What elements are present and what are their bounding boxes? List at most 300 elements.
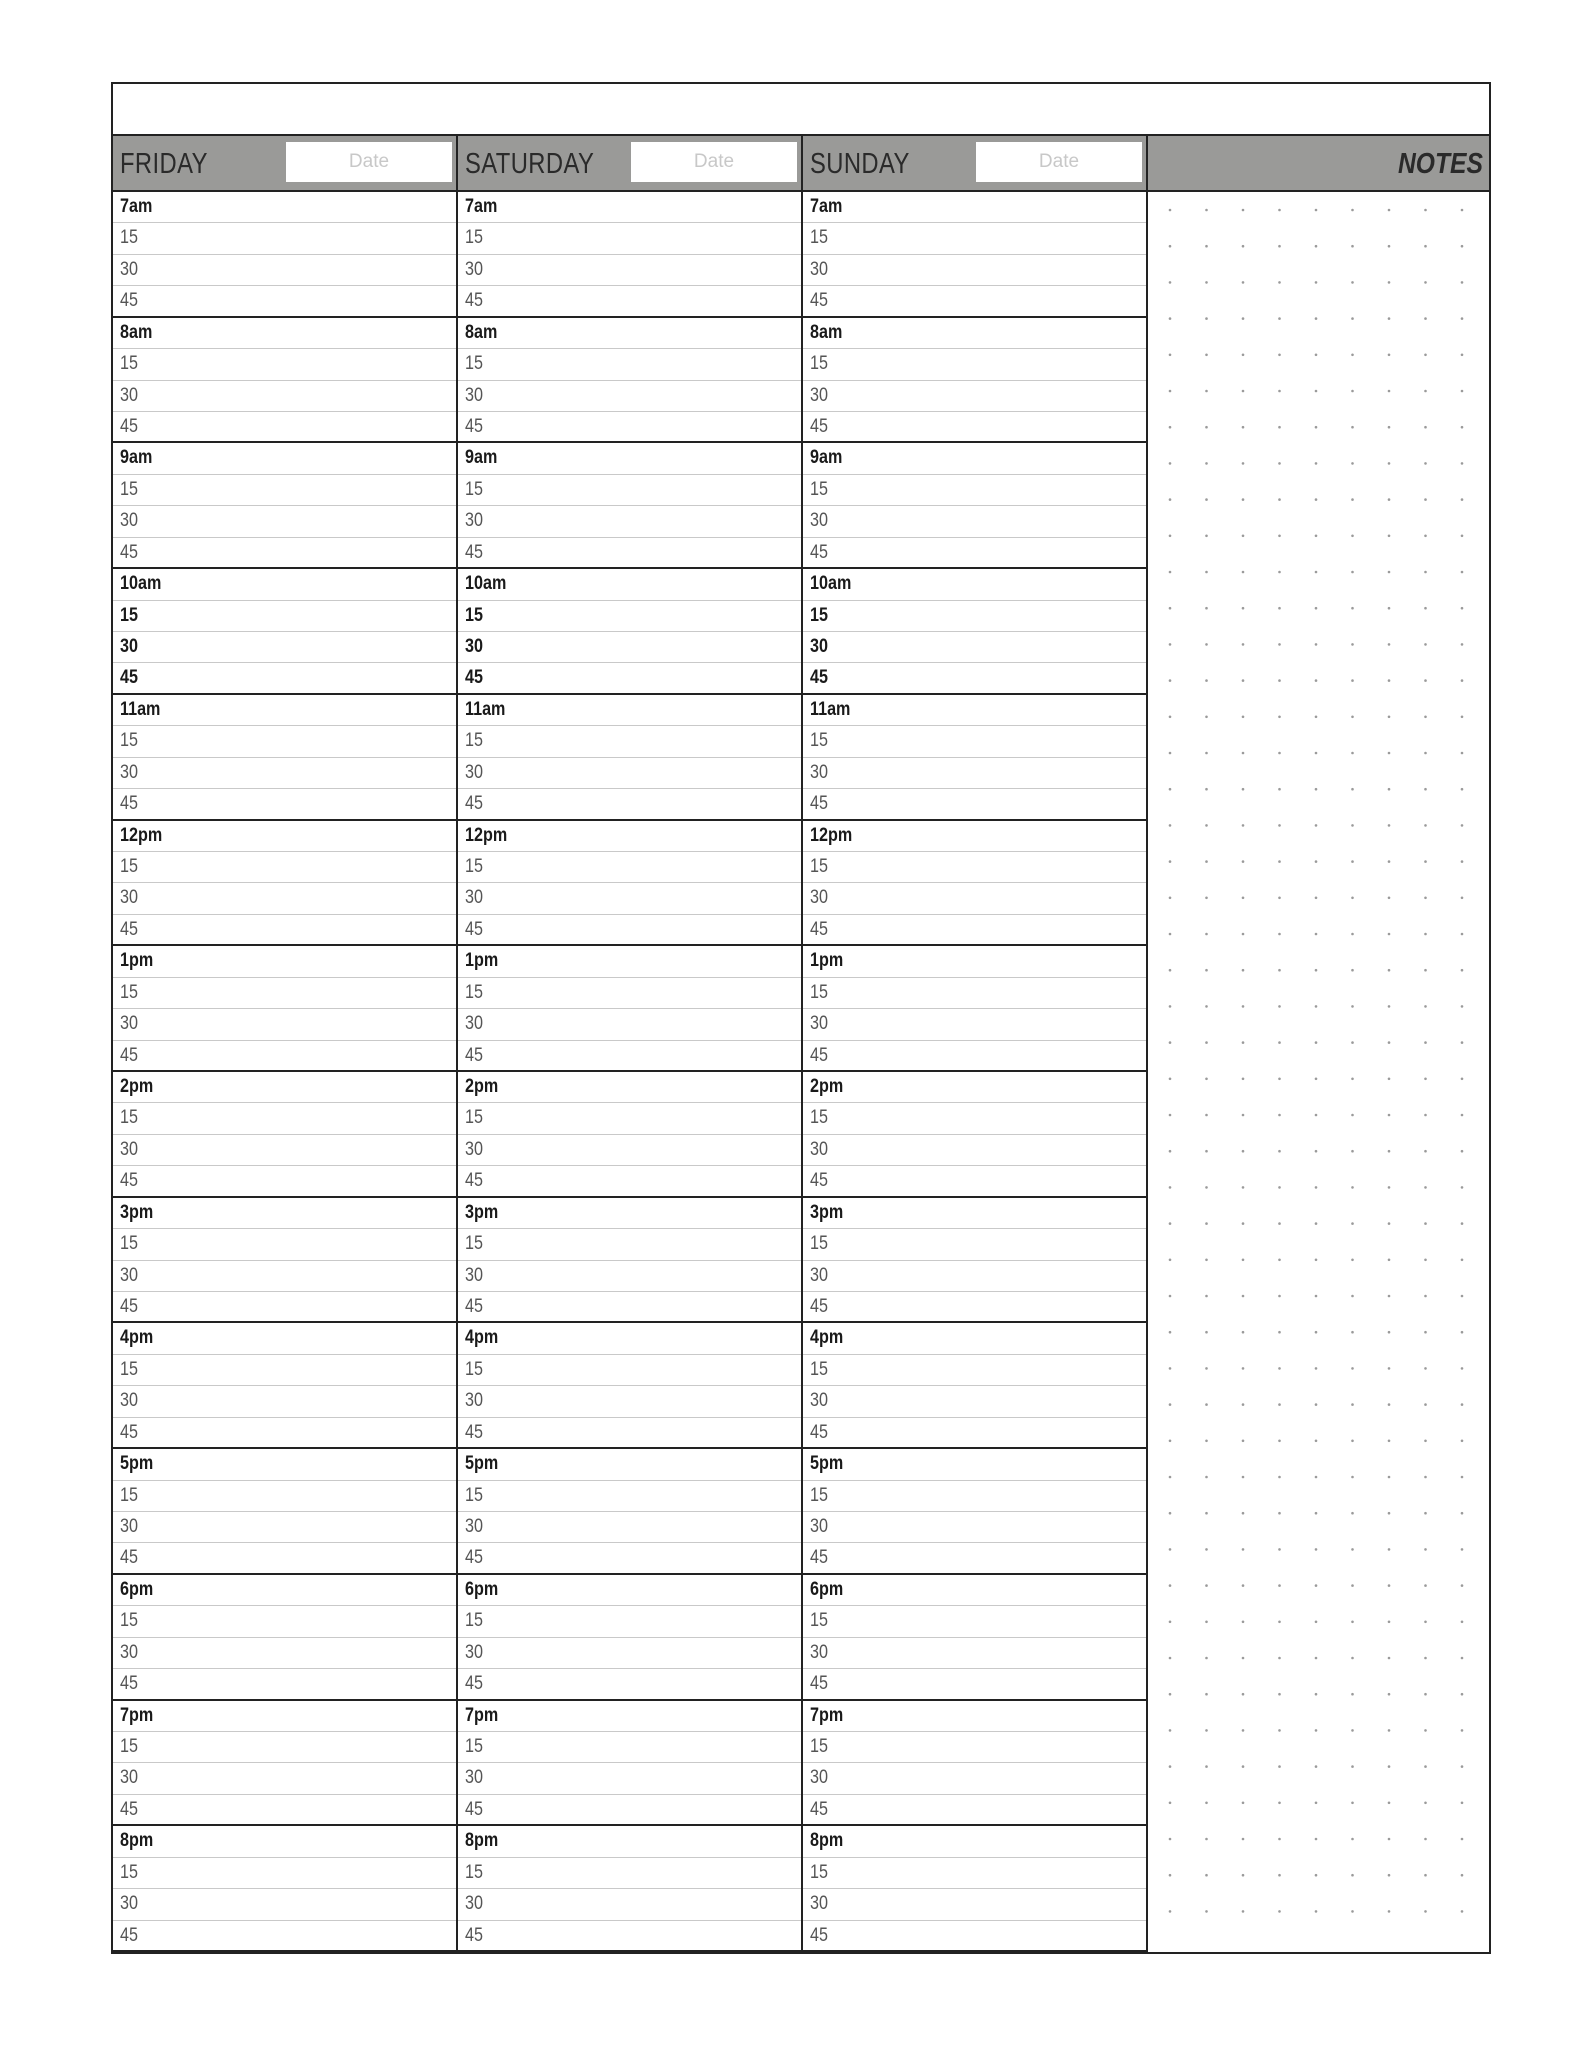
hour-slot[interactable] (113, 1198, 456, 1229)
grid-dot (1315, 1440, 1318, 1443)
quarter-slot[interactable] (458, 1795, 801, 1826)
quarter-label: 30 (465, 1641, 483, 1663)
grid-dot (1461, 933, 1464, 936)
grid-dot (1424, 1440, 1427, 1443)
quarter-slot[interactable] (803, 1481, 1146, 1512)
grid-dot (1278, 897, 1281, 900)
grid-dot (1242, 1476, 1245, 1479)
quarter-slot[interactable] (458, 1921, 801, 1952)
quarter-slot[interactable] (113, 883, 456, 914)
quarter-slot[interactable] (458, 412, 801, 443)
grid-dot (1205, 860, 1208, 863)
grid-dot (1461, 752, 1464, 755)
grid-dot (1315, 897, 1318, 900)
hour-label: 7pm (120, 1704, 154, 1726)
hour-slot[interactable] (458, 1323, 801, 1354)
quarter-label: 45 (810, 1296, 828, 1317)
grid-dot (1424, 1512, 1427, 1515)
quarter-slot[interactable] (458, 1418, 801, 1449)
grid-dot (1388, 1114, 1391, 1117)
grid-dot (1169, 1005, 1172, 1008)
grid-dot (1315, 1222, 1318, 1225)
grid-dot (1424, 643, 1427, 646)
quarter-slot[interactable] (458, 1638, 801, 1669)
quarter-slot[interactable] (803, 1763, 1146, 1794)
quarter-slot[interactable] (458, 1763, 801, 1794)
quarter-slot[interactable] (803, 286, 1146, 317)
quarter-slot[interactable] (458, 286, 801, 317)
quarter-slot[interactable] (113, 1669, 456, 1700)
quarter-slot[interactable] (803, 1732, 1146, 1763)
quarter-label: 15 (120, 478, 138, 500)
quarter-label: 15 (810, 1233, 828, 1255)
quarter-slot[interactable] (113, 1103, 456, 1134)
quarter-slot[interactable] (458, 852, 801, 883)
quarter-slot[interactable] (458, 601, 801, 632)
hour-slot[interactable] (113, 1449, 456, 1480)
quarter-slot[interactable] (113, 1889, 456, 1920)
quarter-slot[interactable] (458, 1669, 801, 1700)
grid-dot (1315, 1186, 1318, 1189)
quarter-slot[interactable] (803, 978, 1146, 1009)
quarter-slot[interactable] (803, 883, 1146, 914)
hour-slot[interactable] (803, 569, 1146, 600)
grid-dot (1461, 1114, 1464, 1117)
grid-dot (1205, 1657, 1208, 1660)
quarter-label: 15 (120, 604, 138, 626)
quarter-slot[interactable] (458, 1386, 801, 1417)
quarter-slot[interactable] (113, 1292, 456, 1323)
quarter-slot[interactable] (803, 349, 1146, 380)
hour-slot[interactable] (113, 443, 456, 474)
quarter-slot[interactable] (113, 1355, 456, 1386)
grid-dot (1351, 571, 1354, 574)
hour-slot[interactable] (458, 1826, 801, 1857)
quarter-slot[interactable] (458, 538, 801, 569)
hour-label: 2pm (810, 1076, 844, 1097)
hour-slot[interactable] (113, 1826, 456, 1857)
quarter-label: 30 (465, 258, 483, 280)
grid-dot (1205, 933, 1208, 936)
quarter-label: 15 (810, 1861, 828, 1883)
grid-dot (1424, 1910, 1427, 1913)
grid-dot (1278, 426, 1281, 429)
quarter-slot[interactable] (803, 1606, 1146, 1637)
hour-slot[interactable] (113, 946, 456, 977)
date-field[interactable]: Date (631, 142, 797, 182)
grid-dot (1351, 1512, 1354, 1515)
hour-slot[interactable] (458, 821, 801, 852)
quarter-label: 15 (120, 981, 138, 1003)
hour-slot[interactable] (458, 569, 801, 600)
quarter-label: 45 (465, 1296, 483, 1317)
grid-dot (1315, 1259, 1318, 1262)
hour-slot[interactable] (803, 192, 1146, 223)
hour-slot[interactable] (458, 1198, 801, 1229)
grid-dot (1315, 1838, 1318, 1841)
quarter-slot[interactable] (803, 1261, 1146, 1292)
hour-slot[interactable] (113, 569, 456, 600)
hour-slot[interactable] (113, 1323, 456, 1354)
grid-dot (1242, 1222, 1245, 1225)
quarter-slot[interactable] (113, 381, 456, 412)
quarter-label: 15 (465, 1736, 483, 1757)
grid-dot (1242, 1367, 1245, 1370)
grid-dot (1315, 1331, 1318, 1334)
hour-slot[interactable] (458, 318, 801, 349)
quarter-slot[interactable] (113, 255, 456, 286)
hour-slot[interactable] (113, 1072, 456, 1103)
quarter-slot[interactable] (458, 883, 801, 914)
hour-slot[interactable] (803, 1826, 1146, 1857)
quarter-slot[interactable] (803, 632, 1146, 663)
quarter-label: 45 (810, 1673, 828, 1695)
quarter-slot[interactable] (113, 538, 456, 569)
hour-slot[interactable] (803, 695, 1146, 726)
quarter-slot[interactable] (458, 1732, 801, 1763)
quarter-slot[interactable] (113, 1921, 456, 1952)
grid-dot (1169, 317, 1172, 320)
grid-dot (1315, 1693, 1318, 1696)
hour-slot[interactable] (458, 1072, 801, 1103)
quarter-slot[interactable] (458, 506, 801, 537)
quarter-slot[interactable] (458, 1512, 801, 1543)
grid-dot (1351, 969, 1354, 972)
quarter-slot[interactable] (113, 852, 456, 883)
quarter-label: 30 (465, 1264, 483, 1286)
quarter-slot[interactable] (458, 1229, 801, 1260)
quarter-slot[interactable] (113, 1481, 456, 1512)
quarter-slot[interactable] (458, 1292, 801, 1323)
quarter-slot[interactable] (113, 758, 456, 789)
quarter-slot[interactable] (458, 632, 801, 663)
grid-dot (1351, 1838, 1354, 1841)
grid-dot (1351, 679, 1354, 682)
quarter-slot[interactable] (113, 1261, 456, 1292)
quarter-slot[interactable] (113, 789, 456, 820)
hour-slot[interactable] (803, 1575, 1146, 1606)
quarter-label: 15 (810, 1484, 828, 1506)
quarter-slot[interactable] (113, 223, 456, 254)
grid-dot (1424, 1476, 1427, 1479)
grid-dot (1461, 1440, 1464, 1443)
quarter-label: 30 (120, 1516, 138, 1537)
quarter-label: 30 (120, 1641, 138, 1663)
grid-dot (1315, 607, 1318, 610)
hour-slot[interactable] (458, 1449, 801, 1480)
grid-dot (1278, 1367, 1281, 1370)
quarter-slot[interactable] (113, 1732, 456, 1763)
quarter-slot[interactable] (458, 1041, 801, 1072)
quarter-slot[interactable] (803, 789, 1146, 820)
quarter-slot[interactable] (803, 663, 1146, 694)
grid-dot (1169, 1186, 1172, 1189)
quarter-slot[interactable] (458, 1103, 801, 1134)
hour-slot[interactable] (113, 192, 456, 223)
quarter-slot[interactable] (458, 1009, 801, 1040)
quarter-slot[interactable] (803, 1512, 1146, 1543)
quarter-slot[interactable] (113, 1795, 456, 1826)
grid-dot (1278, 933, 1281, 936)
grid-dot (1278, 498, 1281, 501)
hour-slot[interactable] (458, 192, 801, 223)
quarter-slot[interactable] (803, 475, 1146, 506)
quarter-slot[interactable] (113, 1606, 456, 1637)
quarter-label: 45 (465, 1673, 483, 1695)
quarter-slot[interactable] (803, 758, 1146, 789)
grid-dot (1205, 1584, 1208, 1587)
quarter-slot[interactable] (803, 1103, 1146, 1134)
hour-slot[interactable] (803, 318, 1146, 349)
grid-dot (1351, 281, 1354, 284)
quarter-slot[interactable] (458, 381, 801, 412)
quarter-slot[interactable] (458, 1606, 801, 1637)
quarter-slot[interactable] (113, 663, 456, 694)
quarter-slot[interactable] (803, 1418, 1146, 1449)
hour-slot[interactable] (113, 695, 456, 726)
quarter-slot[interactable] (803, 915, 1146, 946)
quarter-slot[interactable] (113, 475, 456, 506)
quarter-slot[interactable] (113, 506, 456, 537)
quarter-slot[interactable] (458, 1481, 801, 1512)
grid-dot (1242, 209, 1245, 212)
quarter-label: 15 (120, 1358, 138, 1380)
grid-dot (1351, 390, 1354, 393)
quarter-slot[interactable] (458, 1261, 801, 1292)
hour-slot[interactable] (803, 1449, 1146, 1480)
grid-dot (1388, 643, 1391, 646)
grid-dot (1278, 1729, 1281, 1732)
grid-dot (1461, 1512, 1464, 1515)
quarter-slot[interactable] (803, 223, 1146, 254)
hour-slot[interactable] (803, 1198, 1146, 1229)
quarter-label: 15 (120, 227, 138, 249)
quarter-slot[interactable] (113, 1858, 456, 1889)
hour-slot[interactable] (113, 821, 456, 852)
grid-dot (1388, 1910, 1391, 1913)
grid-dot (1388, 788, 1391, 791)
grid-dot (1278, 1548, 1281, 1551)
grid-dot (1424, 607, 1427, 610)
grid-dot (1278, 1512, 1281, 1515)
grid-dot (1205, 824, 1208, 827)
quarter-slot[interactable] (803, 601, 1146, 632)
date-field[interactable]: Date (286, 142, 452, 182)
grid-dot (1205, 1150, 1208, 1153)
grid-dot (1315, 1005, 1318, 1008)
quarter-slot[interactable] (458, 255, 801, 286)
grid-dot (1388, 317, 1391, 320)
quarter-slot[interactable] (113, 1418, 456, 1449)
quarter-slot[interactable] (458, 349, 801, 380)
quarter-slot[interactable] (803, 1386, 1146, 1417)
grid-dot (1351, 788, 1354, 791)
quarter-slot[interactable] (113, 412, 456, 443)
hour-slot[interactable] (113, 318, 456, 349)
quarter-slot[interactable] (113, 349, 456, 380)
quarter-slot[interactable] (458, 1135, 801, 1166)
quarter-slot[interactable] (458, 475, 801, 506)
grid-dot (1351, 1802, 1354, 1805)
quarter-label: 45 (465, 1547, 483, 1569)
quarter-slot[interactable] (803, 1795, 1146, 1826)
quarter-slot[interactable] (803, 506, 1146, 537)
quarter-label: 15 (810, 981, 828, 1003)
quarter-slot[interactable] (113, 1009, 456, 1040)
quarter-slot[interactable] (803, 1543, 1146, 1574)
quarter-slot[interactable] (113, 286, 456, 317)
quarter-slot[interactable] (803, 1889, 1146, 1920)
quarter-slot[interactable] (803, 381, 1146, 412)
hour-slot[interactable] (803, 443, 1146, 474)
day-header-friday (113, 136, 458, 190)
grid-dot (1424, 317, 1427, 320)
grid-dot (1388, 1186, 1391, 1189)
quarter-slot[interactable] (803, 1669, 1146, 1700)
grid-dot (1278, 1657, 1281, 1660)
grid-dot (1315, 209, 1318, 212)
quarter-slot[interactable] (803, 852, 1146, 883)
grid-dot (1315, 571, 1318, 574)
grid-dot (1351, 354, 1354, 357)
grid-dot (1388, 1621, 1391, 1624)
quarter-slot[interactable] (458, 1889, 801, 1920)
quarter-slot[interactable] (803, 538, 1146, 569)
quarter-slot[interactable] (458, 758, 801, 789)
quarter-slot[interactable] (803, 255, 1146, 286)
quarter-slot[interactable] (113, 601, 456, 632)
quarter-slot[interactable] (113, 1041, 456, 1072)
grid-dot (1461, 1150, 1464, 1153)
hour-slot[interactable] (803, 946, 1146, 977)
quarter-slot[interactable] (458, 726, 801, 757)
hour-slot[interactable] (458, 695, 801, 726)
quarter-slot[interactable] (113, 915, 456, 946)
hour-slot[interactable] (803, 1323, 1146, 1354)
hour-slot[interactable] (458, 946, 801, 977)
quarter-label: 45 (465, 1421, 483, 1443)
quarter-slot[interactable] (803, 1638, 1146, 1669)
quarter-label: 30 (120, 636, 138, 657)
quarter-slot[interactable] (803, 1041, 1146, 1072)
quarter-label: 30 (810, 761, 828, 783)
grid-dot (1242, 1150, 1245, 1153)
quarter-label: 30 (810, 1516, 828, 1537)
weekend-planner (111, 82, 1491, 1954)
quarter-slot[interactable] (113, 1512, 456, 1543)
grid-dot (1315, 1910, 1318, 1913)
hour-slot[interactable] (803, 1072, 1146, 1103)
quarter-slot[interactable] (113, 1135, 456, 1166)
quarter-slot[interactable] (458, 915, 801, 946)
quarter-slot[interactable] (113, 1229, 456, 1260)
grid-dot (1461, 1621, 1464, 1624)
hour-slot[interactable] (113, 1701, 456, 1732)
grid-dot (1278, 1440, 1281, 1443)
grid-dot (1315, 1295, 1318, 1298)
grid-dot (1315, 535, 1318, 538)
quarter-slot[interactable] (458, 1543, 801, 1574)
quarter-slot[interactable] (113, 632, 456, 663)
quarter-slot[interactable] (803, 1355, 1146, 1386)
quarter-slot[interactable] (458, 789, 801, 820)
quarter-label: 30 (810, 1138, 828, 1160)
quarter-slot[interactable] (113, 1386, 456, 1417)
quarter-slot[interactable] (458, 223, 801, 254)
quarter-slot[interactable] (803, 1135, 1146, 1166)
quarter-slot[interactable] (458, 978, 801, 1009)
grid-dot (1461, 354, 1464, 357)
grid-dot (1169, 390, 1172, 393)
quarter-slot[interactable] (803, 1166, 1146, 1197)
hour-slot[interactable] (458, 1575, 801, 1606)
hour-slot[interactable] (458, 443, 801, 474)
quarter-label: 30 (465, 510, 483, 532)
grid-dot (1388, 535, 1391, 538)
quarter-slot[interactable] (113, 1543, 456, 1574)
quarter-slot[interactable] (803, 1921, 1146, 1952)
quarter-slot[interactable] (113, 1166, 456, 1197)
quarter-label: 15 (465, 856, 483, 877)
quarter-label: 30 (120, 1264, 138, 1286)
grid-dot (1242, 716, 1245, 719)
grid-dot (1278, 1874, 1281, 1877)
date-field[interactable]: Date (976, 142, 1142, 182)
quarter-slot[interactable] (113, 1763, 456, 1794)
grid-dot (1205, 1078, 1208, 1081)
notes-dot-grid[interactable] (1148, 192, 1489, 1952)
quarter-slot[interactable] (803, 1292, 1146, 1323)
quarter-slot[interactable] (803, 726, 1146, 757)
quarter-slot[interactable] (458, 1355, 801, 1386)
grid-dot (1242, 1910, 1245, 1913)
quarter-slot[interactable] (113, 1638, 456, 1669)
hour-slot[interactable] (803, 821, 1146, 852)
grid-dot (1424, 535, 1427, 538)
hour-slot[interactable] (803, 1701, 1146, 1732)
quarter-slot[interactable] (458, 1166, 801, 1197)
quarter-slot[interactable] (458, 1858, 801, 1889)
quarter-slot[interactable] (803, 412, 1146, 443)
grid-dot (1169, 1259, 1172, 1262)
quarter-slot[interactable] (458, 663, 801, 694)
grid-dot (1461, 788, 1464, 791)
grid-dot (1315, 1548, 1318, 1551)
quarter-slot[interactable] (803, 1229, 1146, 1260)
grid-dot (1351, 1910, 1354, 1913)
hour-slot[interactable] (113, 1575, 456, 1606)
quarter-slot[interactable] (113, 978, 456, 1009)
grid-dot (1278, 1041, 1281, 1044)
quarter-label: 30 (120, 1893, 138, 1915)
grid-dot (1424, 426, 1427, 429)
grid-dot (1169, 969, 1172, 972)
quarter-label: 15 (120, 1107, 138, 1129)
quarter-slot[interactable] (113, 726, 456, 757)
grid-dot (1242, 1657, 1245, 1660)
hour-label: 4pm (810, 1327, 844, 1349)
quarter-slot[interactable] (803, 1009, 1146, 1040)
title-field[interactable] (113, 84, 1489, 136)
quarter-slot[interactable] (803, 1858, 1146, 1889)
quarter-label: 15 (120, 730, 138, 752)
grid-dot (1205, 462, 1208, 465)
grid-dot (1461, 1295, 1464, 1298)
hour-slot[interactable] (458, 1701, 801, 1732)
grid-dot (1351, 317, 1354, 320)
grid-dot (1205, 969, 1208, 972)
grid-dot (1242, 1729, 1245, 1732)
